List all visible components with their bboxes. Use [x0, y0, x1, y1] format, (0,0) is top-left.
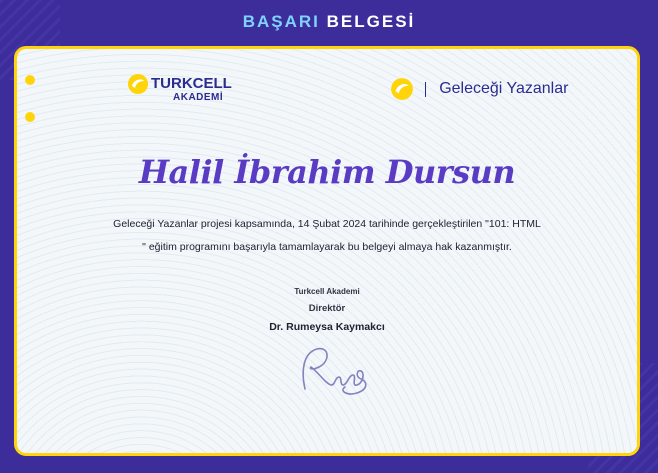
turkcell-brand-text: TURKCELL	[151, 75, 232, 92]
turkcell-leaf-icon	[127, 74, 149, 93]
logo-separator	[425, 82, 426, 97]
header-title-accent: BAŞARI	[242, 12, 320, 31]
gelecegi-yazanlar-text: Geleceği Yazanlar	[439, 80, 569, 97]
handwritten-signature	[295, 341, 375, 401]
certificate-header-title	[0, 12, 658, 32]
turkcell-leaf-icon	[390, 79, 419, 98]
signatory-organization: Turkcell Akademi	[294, 287, 360, 296]
description-line-2: " eğitim programını başarıyla tamamlayarak bu belgeyi almaya hak kazanmıştır.	[142, 241, 512, 253]
recipient-name: Halil İbrahim Dursun	[138, 153, 516, 191]
akademi-sub-text: AKADEMİ	[173, 92, 224, 103]
border-dot-lower	[25, 112, 35, 122]
certificate-description	[77, 213, 577, 259]
signatory-title: Direktör	[308, 303, 346, 314]
signatory-name: Dr. Rumeysa Kaymakcı	[269, 321, 385, 333]
gelecegi-yazanlar-logo	[390, 77, 568, 101]
border-dot-upper	[25, 75, 35, 85]
description-line-1: Geleceği Yazanlar projesi kapsamında, 14 Şubat 2024 tarihinde gerçekleştirilen "101: HTML	[113, 218, 541, 230]
turkcell-akademi-logo	[127, 73, 232, 103]
header-title-rest: BELGESİ	[326, 12, 416, 31]
certificate-card	[14, 46, 640, 456]
